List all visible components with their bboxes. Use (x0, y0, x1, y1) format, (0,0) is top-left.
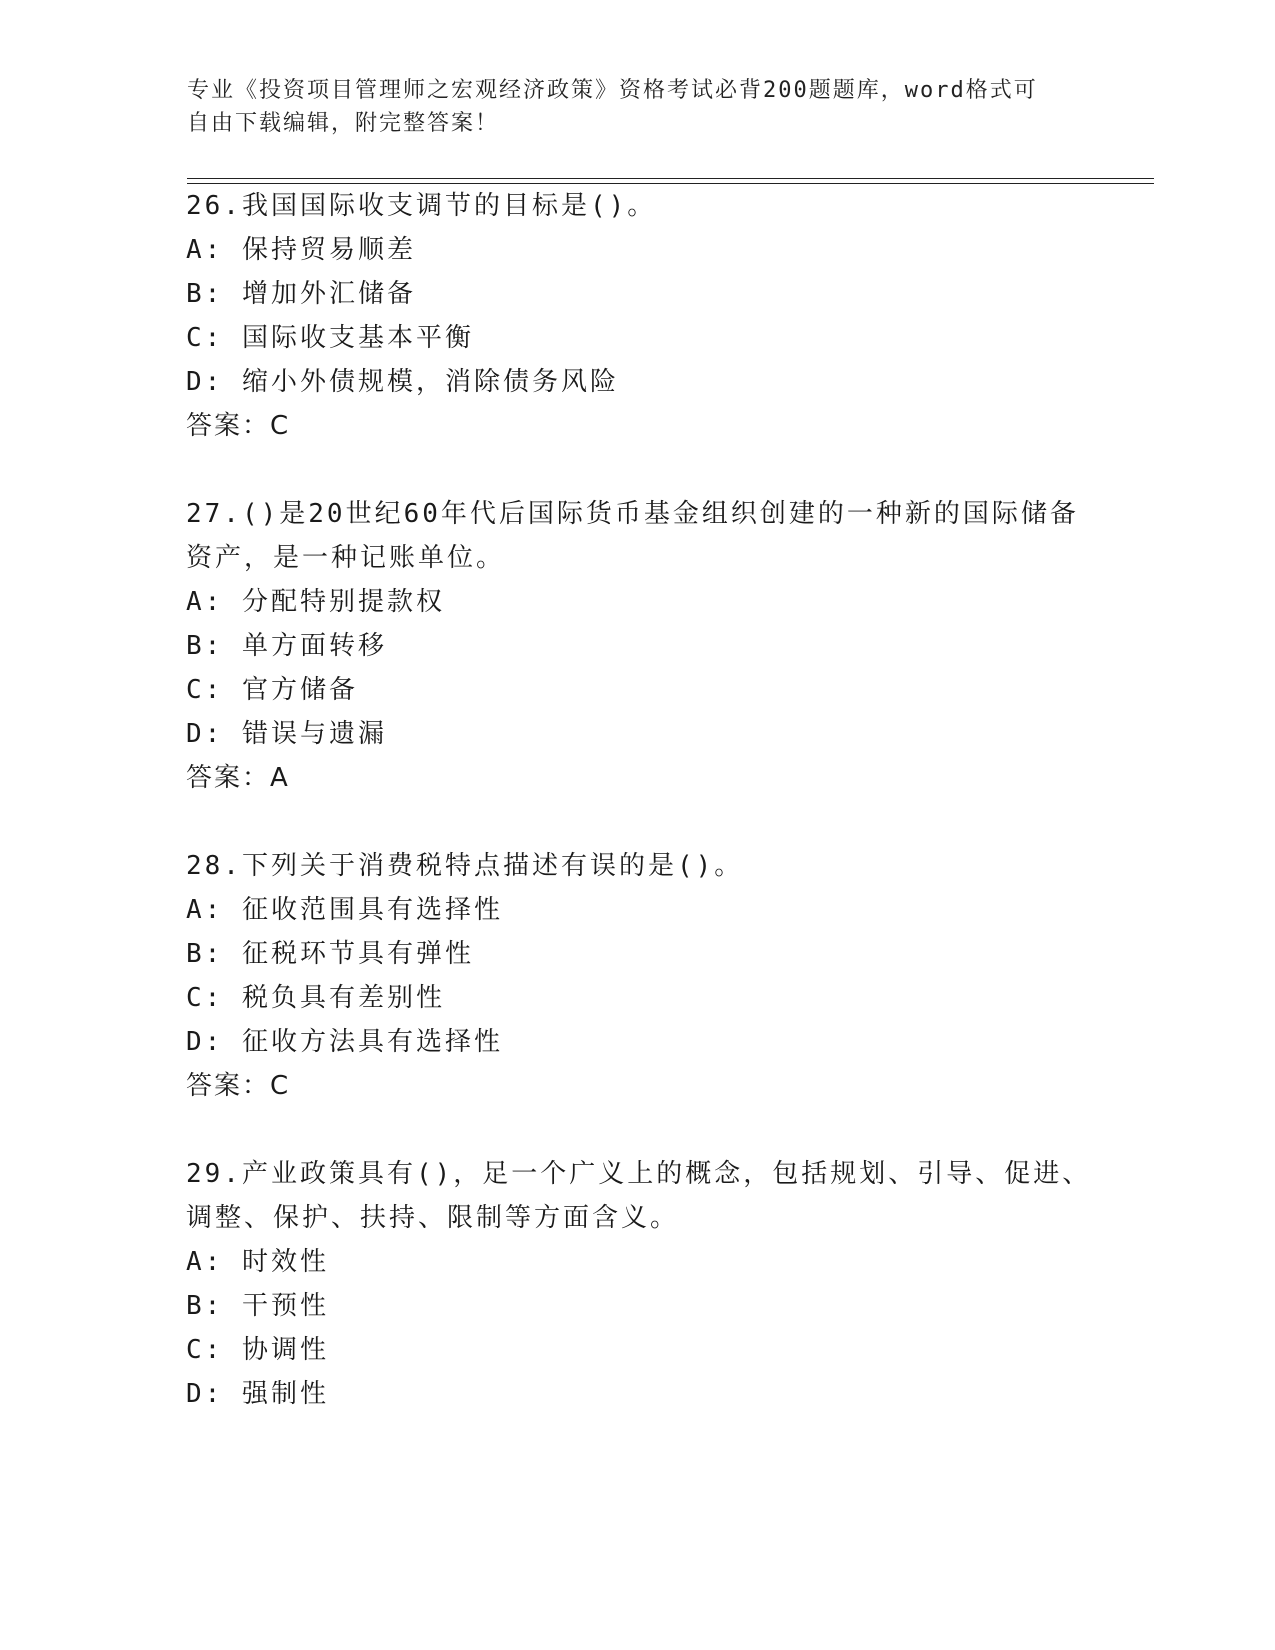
header-line-2: 自由下载编辑，附完整答案！ (187, 111, 500, 136)
question-29-option-b: B: 干预性 (186, 1291, 329, 1321)
question-28-option-b: B: 征税环节具有弹性 (186, 939, 474, 969)
question-28-option-a: A: 征收范围具有选择性 (186, 895, 503, 925)
question-29-stem-line-2: 调整、保护、扶持、限制等方面含义。 (186, 1203, 680, 1233)
question-28-stem-line-1: 28.下列关于消费税特点描述有误的是()。 (186, 851, 744, 881)
header-divider-top (187, 178, 1154, 179)
question-28-option-d: D: 征收方法具有选择性 (186, 1027, 503, 1057)
question-27-stem-line-2: 资产，是一种记账单位。 (186, 543, 506, 573)
question-26-stem-line-1: 26.我国国际收支调节的目标是()。 (186, 191, 657, 221)
document-header (187, 74, 1087, 140)
question-26-option-b: B: 增加外汇储备 (186, 279, 416, 309)
question-27-stem-line-1: 27.()是20世纪60年代后国际货币基金组织创建的一种新的国际储备 (186, 499, 1079, 529)
question-29-stem-line-1: 29.产业政策具有()，足一个广义上的概念，包括规划、引导、促进、 (186, 1159, 1092, 1189)
question-27-option-c: C: 官方储备 (186, 675, 358, 705)
question-27-answer: 答案：A (186, 763, 290, 793)
question-27-option-a: A: 分配特别提款权 (186, 587, 445, 617)
question-29-option-a: A: 时效性 (186, 1247, 329, 1277)
question-27-option-d: D: 错误与遗漏 (186, 719, 387, 749)
header-line-1: 专业《投资项目管理师之宏观经济政策》资格考试必背200题题库，word格式可 (187, 78, 1038, 103)
question-26-option-a: A: 保持贸易顺差 (186, 235, 416, 265)
question-27-option-b: B: 单方面转移 (186, 631, 387, 661)
question-28-answer: 答案：C (186, 1071, 291, 1101)
question-29-option-d: D: 强制性 (186, 1379, 329, 1409)
question-26-option-c: C: 国际收支基本平衡 (186, 323, 474, 353)
question-29-option-c: C: 协调性 (186, 1335, 329, 1365)
question-26-answer: 答案：C (186, 411, 291, 441)
question-26-option-d: D: 缩小外债规模，消除债务风险 (186, 367, 619, 397)
question-28-option-c: C: 税负具有差别性 (186, 983, 445, 1013)
